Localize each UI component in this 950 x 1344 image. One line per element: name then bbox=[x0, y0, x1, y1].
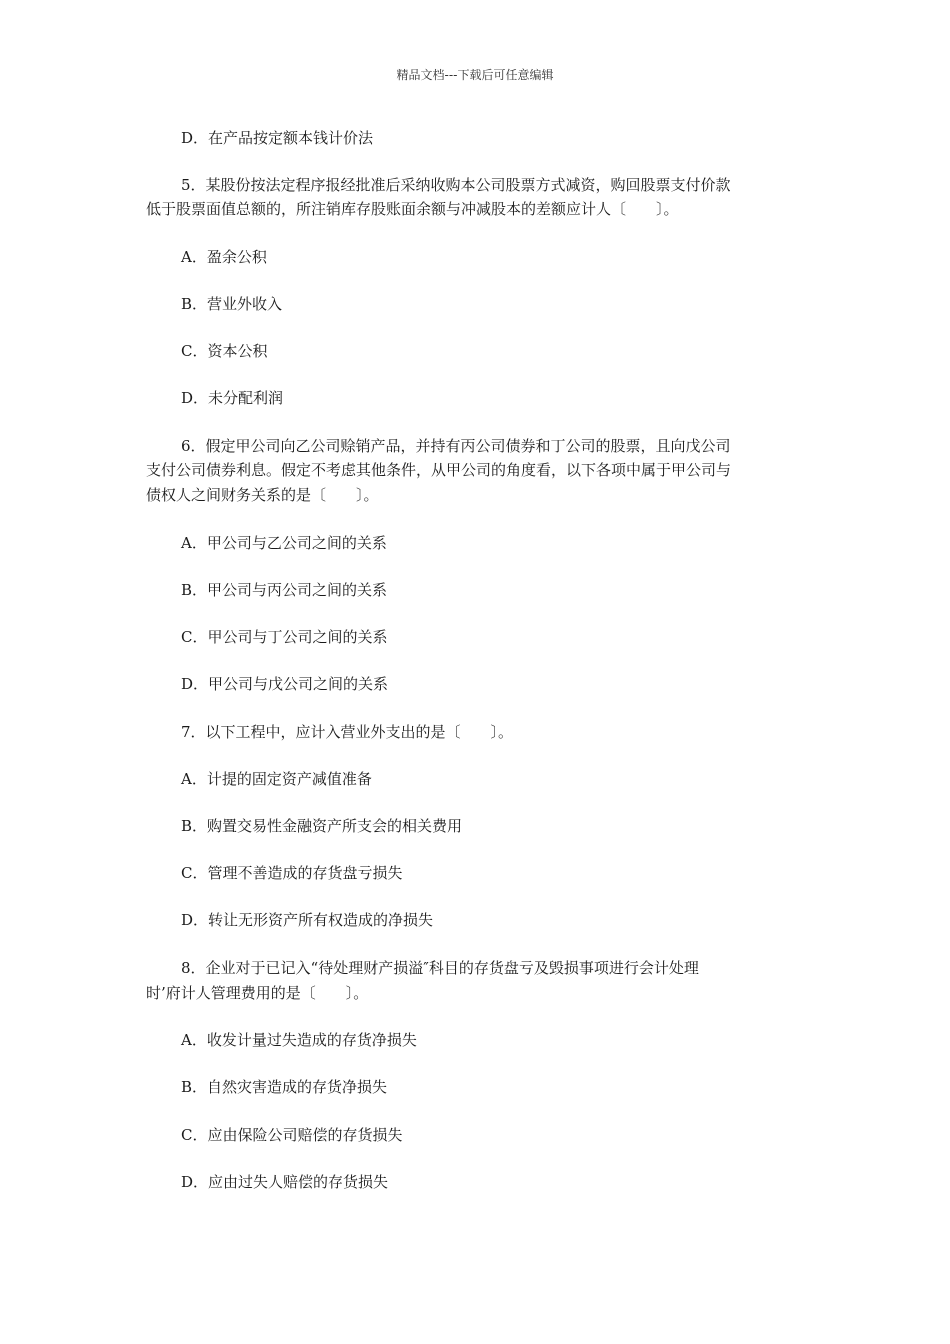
option-5b: B．营业外收入 bbox=[181, 295, 283, 313]
question-8-line-1: 8．企业对于已记入“待处理财产损溢″科目的存货盘亏及毁损事项进行会计处理 bbox=[181, 959, 699, 977]
option-8b: B．自然灾害造成的存货净损失 bbox=[181, 1078, 388, 1096]
option-6a: A．甲公司与乙公司之间的关系 bbox=[181, 534, 387, 552]
option-8c: C．应由保险公司赔偿的存货损失 bbox=[181, 1126, 403, 1144]
option-8d: D．应由过失人赔偿的存货损失 bbox=[181, 1173, 389, 1191]
option-6b: B．甲公司与丙公司之间的关系 bbox=[181, 581, 388, 599]
question-5-line-1: 5．某股份按法定程序报经批准后采纳收购本公司股票方式减资，购回股票支付价款 bbox=[181, 176, 731, 194]
question-7: 7．以下工程中，应计入营业外支出的是〔 〕。 bbox=[181, 723, 514, 741]
option-7c: C．管理不善造成的存货盘亏损失 bbox=[181, 864, 403, 882]
option-5d: D．未分配利润 bbox=[181, 389, 284, 407]
option-6d: D．甲公司与戊公司之间的关系 bbox=[181, 675, 389, 693]
option-8a: A．收发计量过失造成的存货净损失 bbox=[181, 1031, 417, 1049]
option-4d: D．在产品按定额本钱计价法 bbox=[181, 129, 374, 147]
page-header: 精品文档---下载后可任意编辑 bbox=[396, 68, 554, 82]
option-7a: A．计提的固定资产减值准备 bbox=[181, 770, 372, 788]
question-6-line-2: 支付公司债券利息。假定不考虑其他条件，从甲公司的角度看，以下各项中属于甲公司与 bbox=[146, 461, 732, 479]
option-7b: B．购置交易性金融资产所支会的相关费用 bbox=[181, 817, 463, 835]
question-6-line-3: 债权人之间财务关系的是〔 〕。 bbox=[146, 486, 379, 504]
question-6-line-1: 6．假定甲公司向乙公司赊销产品，并持有丙公司债券和丁公司的股票，且向戊公司 bbox=[181, 437, 731, 455]
option-7d: D．转让无形资产所有权造成的净损失 bbox=[181, 911, 434, 929]
question-8-line-2: 时’府计人管理费用的是〔 〕。 bbox=[146, 984, 369, 1002]
option-5c: C．资本公积 bbox=[181, 342, 268, 360]
question-5-line-2: 低于股票面值总额的，所注销库存股账面余额与冲减股本的差额应计人〔 〕。 bbox=[146, 200, 679, 218]
option-6c: C．甲公司与丁公司之间的关系 bbox=[181, 628, 388, 646]
option-5a: A．盈余公积 bbox=[181, 248, 267, 266]
